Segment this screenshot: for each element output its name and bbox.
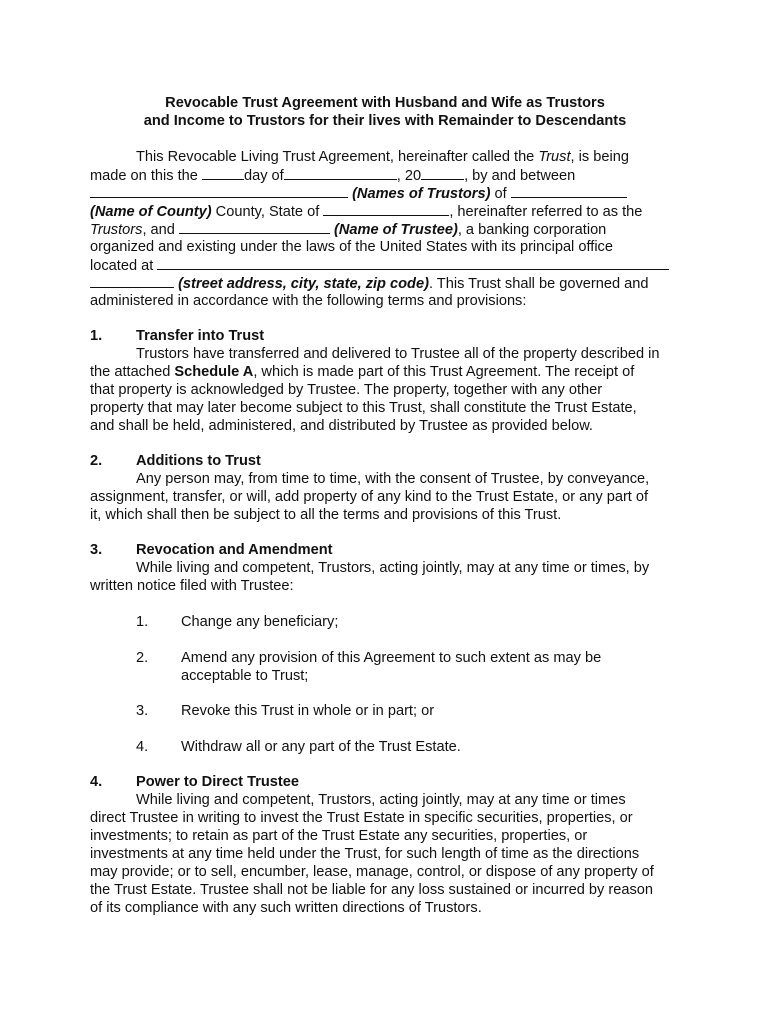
day-blank[interactable] (202, 166, 244, 180)
section-1-number: 1. (90, 328, 103, 344)
section-2-line-2: assignment, transfer, or will, add property of any kind to the Trust Estate, or any part of (90, 489, 649, 505)
section-4-heading: Power to Direct Trustee (136, 774, 300, 790)
address-placeholder: (street address, city, state, zip code) (178, 276, 429, 292)
section-4-line-2: direct Trustee in writing to invest the Trust Estate in specific securities, properties, or (90, 810, 633, 826)
section-2-line-3: it, which shall then be subject to all the terms and provisions of this Trust. (90, 507, 562, 523)
section-1-text: , which is made part of this Trust Agreement. The receipt of (253, 364, 635, 380)
list-item-2-text: Amend any provision of this Agreement to such extent as may be (181, 650, 602, 666)
intro-line-6: organized and existing under the laws of the United States with its principal office (90, 239, 613, 255)
intro-text: day of (243, 168, 284, 184)
section-1-line-1: Trustors have transferred and delivered to Trustee all of the property described in (136, 346, 660, 362)
trustors-term: Trustors (90, 222, 143, 238)
section-1-line-2 (90, 363, 634, 381)
trustee-name-blank[interactable] (179, 220, 330, 234)
list-item-2-number: 2. (136, 650, 149, 666)
year-blank[interactable] (421, 166, 464, 180)
section-2-heading: Additions to Trust (136, 453, 261, 469)
trustors-location-blank[interactable] (511, 184, 627, 198)
document-title-line-2: and Income to Trustors for their lives with Remainder to Descendants (143, 113, 627, 129)
section-4-line-6: the Trust Estate. Trustee shall not be liable for any loss sustained or incurred by reason (90, 882, 653, 898)
section-3-line-2: written notice filed with Trustee: (90, 578, 294, 594)
county-placeholder: (Name of County) (90, 204, 212, 220)
section-3-heading: Revocation and Amendment (136, 542, 333, 558)
intro-text: County, State of (211, 204, 324, 220)
section-4-line-5: may provide; or to sell, encumber, lease, manage, control, or dispose of any property of (90, 864, 654, 880)
intro-line-4 (90, 202, 642, 221)
intro-line-2 (90, 166, 575, 185)
section-1-line-5: and shall be held, administered, and distributed by Trustee as provided below. (90, 418, 593, 434)
section-1-heading: Transfer into Trust (136, 328, 265, 344)
section-2-line-1: Any person may, from time to time, with the consent of Trustee, by conveyance, (136, 471, 650, 487)
list-item-4-text: Withdraw all or any part of the Trust Estate. (181, 739, 461, 755)
trustors-names-blank[interactable] (90, 184, 348, 198)
list-item-3-text: Revoke this Trust in whole or in part; or (181, 703, 435, 719)
address-continuation-blank[interactable] (90, 274, 174, 288)
list-item-1-number: 1. (136, 614, 149, 630)
section-4-line-3: investments; to retain as part of the Trust Estate any securities, properties, or (90, 828, 588, 844)
section-2-number: 2. (90, 453, 103, 469)
intro-trust-term: Trust (538, 149, 571, 165)
intro-text: , by and between (464, 168, 576, 184)
document-title-line-1: Revocable Trust Agreement with Husband and Wife as Trustors (165, 95, 605, 111)
intro-text: , is being (570, 149, 629, 165)
intro-line-8 (90, 274, 649, 293)
state-blank[interactable] (323, 202, 449, 216)
schedule-a-reference: Schedule A (174, 364, 254, 380)
section-4-number: 4. (90, 774, 103, 790)
list-item-4-number: 4. (136, 739, 149, 755)
section-4-line-7: of its compliance with any such written directions of Trustors. (90, 900, 482, 916)
trustee-name-placeholder: (Name of Trustee) (334, 222, 458, 238)
section-1-text: the attached (90, 364, 175, 380)
intro-text: of (490, 186, 511, 202)
month-blank[interactable] (284, 166, 397, 180)
intro-line-5 (90, 220, 606, 239)
section-3-number: 3. (90, 542, 103, 558)
address-blank[interactable] (157, 256, 669, 270)
intro-text: , hereinafter referred to as the (449, 204, 643, 220)
section-4-line-1: While living and competent, Trustors, acting jointly, may at any time or times (136, 792, 626, 808)
intro-line-3 (90, 184, 627, 203)
intro-text: This Revocable Living Trust Agreement, hereinafter called the (136, 149, 539, 165)
list-item-1-text: Change any beneficiary; (181, 614, 339, 630)
section-4-line-4: investments at any time held under the Trust, for such length of time as the directions (90, 846, 640, 862)
intro-line-9: administered in accordance with the following terms and provisions: (90, 293, 527, 309)
intro-text: , 20 (396, 168, 422, 184)
intro-line-7 (90, 256, 669, 275)
intro-text: located at (90, 258, 158, 274)
intro-text: , and (142, 222, 179, 238)
list-item-3-number: 3. (136, 703, 149, 719)
intro-text: , a banking corporation (457, 222, 607, 238)
section-1-line-3: that property is acknowledged by Trustee. The property, together with any other (90, 382, 603, 398)
section-1-line-4: property that may later become subject to this Trust, shall constitute the Trust Estate, (90, 400, 637, 416)
trustors-names-placeholder: (Names of Trustors) (352, 186, 491, 202)
section-3-line-1: While living and competent, Trustors, acting jointly, may at any time or times, by (136, 560, 650, 576)
list-item-2-text-cont: acceptable to Trust; (181, 668, 309, 684)
intro-text: . This Trust shall be governed and (428, 276, 649, 292)
intro-text: made on this the (90, 168, 202, 184)
intro-line-1 (136, 148, 629, 166)
